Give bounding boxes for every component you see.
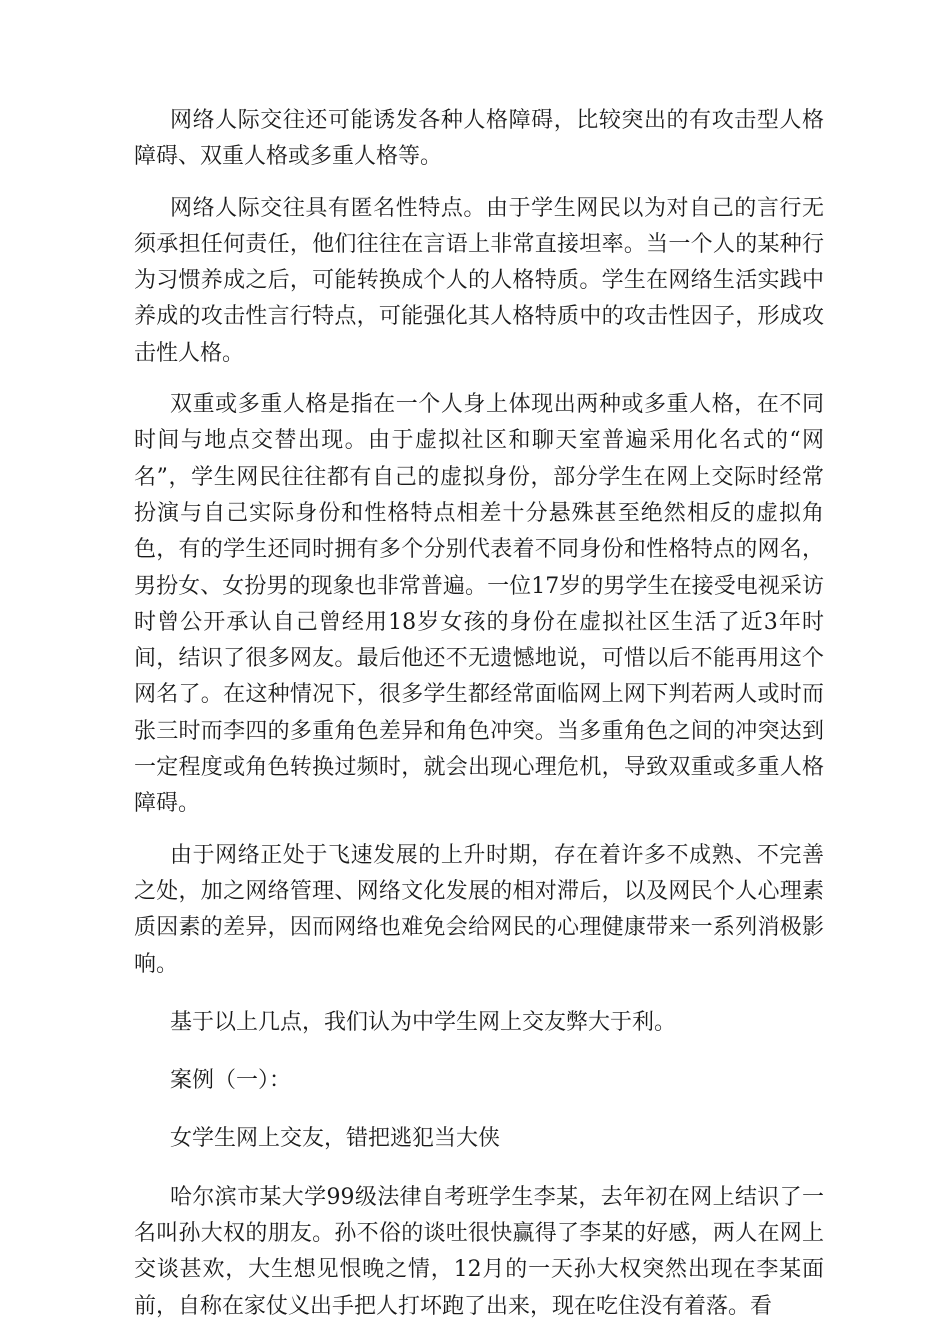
paragraph-anonymity: 网络人际交往具有匿名性特点。由于学生网民以为对自己的言行无须承担任何责任，他们往往在言语上非常直接坦率。当一个人的某种行为习惯养成之后，可能转换成个人的人格特质。学生在网络生活实践中养成的攻击性言行特点，可能强化其人格特质中的攻击性因子，形成攻击性人格。: [134, 195, 824, 366]
paragraph-personality-disorders: 网络人际交往还可能诱发各种人格障碍，比较突出的有攻击型人格障碍、双重人格或多重人格等。: [134, 108, 824, 170]
paragraph-multiple-personality: 双重或多重人格是指在一个人身上体现出两种或多重人格，在不同时间与地点交替出现。由于虚拟社区和聊天室普遍采用化名式的“网名”，学生网民往往都有自己的虚拟身份，部分学生在网上交际时经常扮演与自己实际身份和性格特点相差十分悬殊甚至绝然相反的虚拟角色，有的学生还同时拥有多个分别代表着不同身份和性格特点的网名，男扮女、女扮男的现象也非常普遍。一位17岁的男学生在接受电视采访时曾公开承认自己曾经用18岁女孩的身份在虚拟社区生活了近3年时间，结识了很多网友。最后他还不无遗憾地说，可惜以后不能再用这个网名了。在这种情况下，很多学生都经常面临网上网下判若两人或时而张三时而李四的多重角色差异和角色冲突。当多重角色之间的冲突达到一定程度或角色转换过频时，就会出现心理危机，导致双重或多重人格障碍。: [134, 392, 824, 817]
paragraph-conclusion: 基于以上几点，我们认为中学生网上交友弊大于利。: [170, 1009, 677, 1035]
case-title: 女学生网上交友，错把逃犯当大侠: [170, 1126, 501, 1152]
paragraph-negative-effects: 由于网络正处于飞速发展的上升时期，存在着许多不成熟、不完善之处，加之网络管理、网络文化发展的相对滞后，以及网民个人心理素质因素的差异，因而网络也难免会给网民的心理健康带来一系列消极影响。: [134, 842, 824, 977]
document-page: [134, 103, 824, 1325]
paragraph-case-story: 哈尔滨市某大学99级法律自考班学生李某，去年初在网上结识了一名叫孙大权的朋友。孙不俗的谈吐很快赢得了李某的好感，两人在网上交谈甚欢，大生想见恨晚之情，12月的一天孙大权突然出现在李某面前，自称在家仗义出手把人打坏跑了出来，现在吃住没有着落。看: [134, 1184, 824, 1319]
case-heading: 案例（一）：: [170, 1068, 292, 1094]
